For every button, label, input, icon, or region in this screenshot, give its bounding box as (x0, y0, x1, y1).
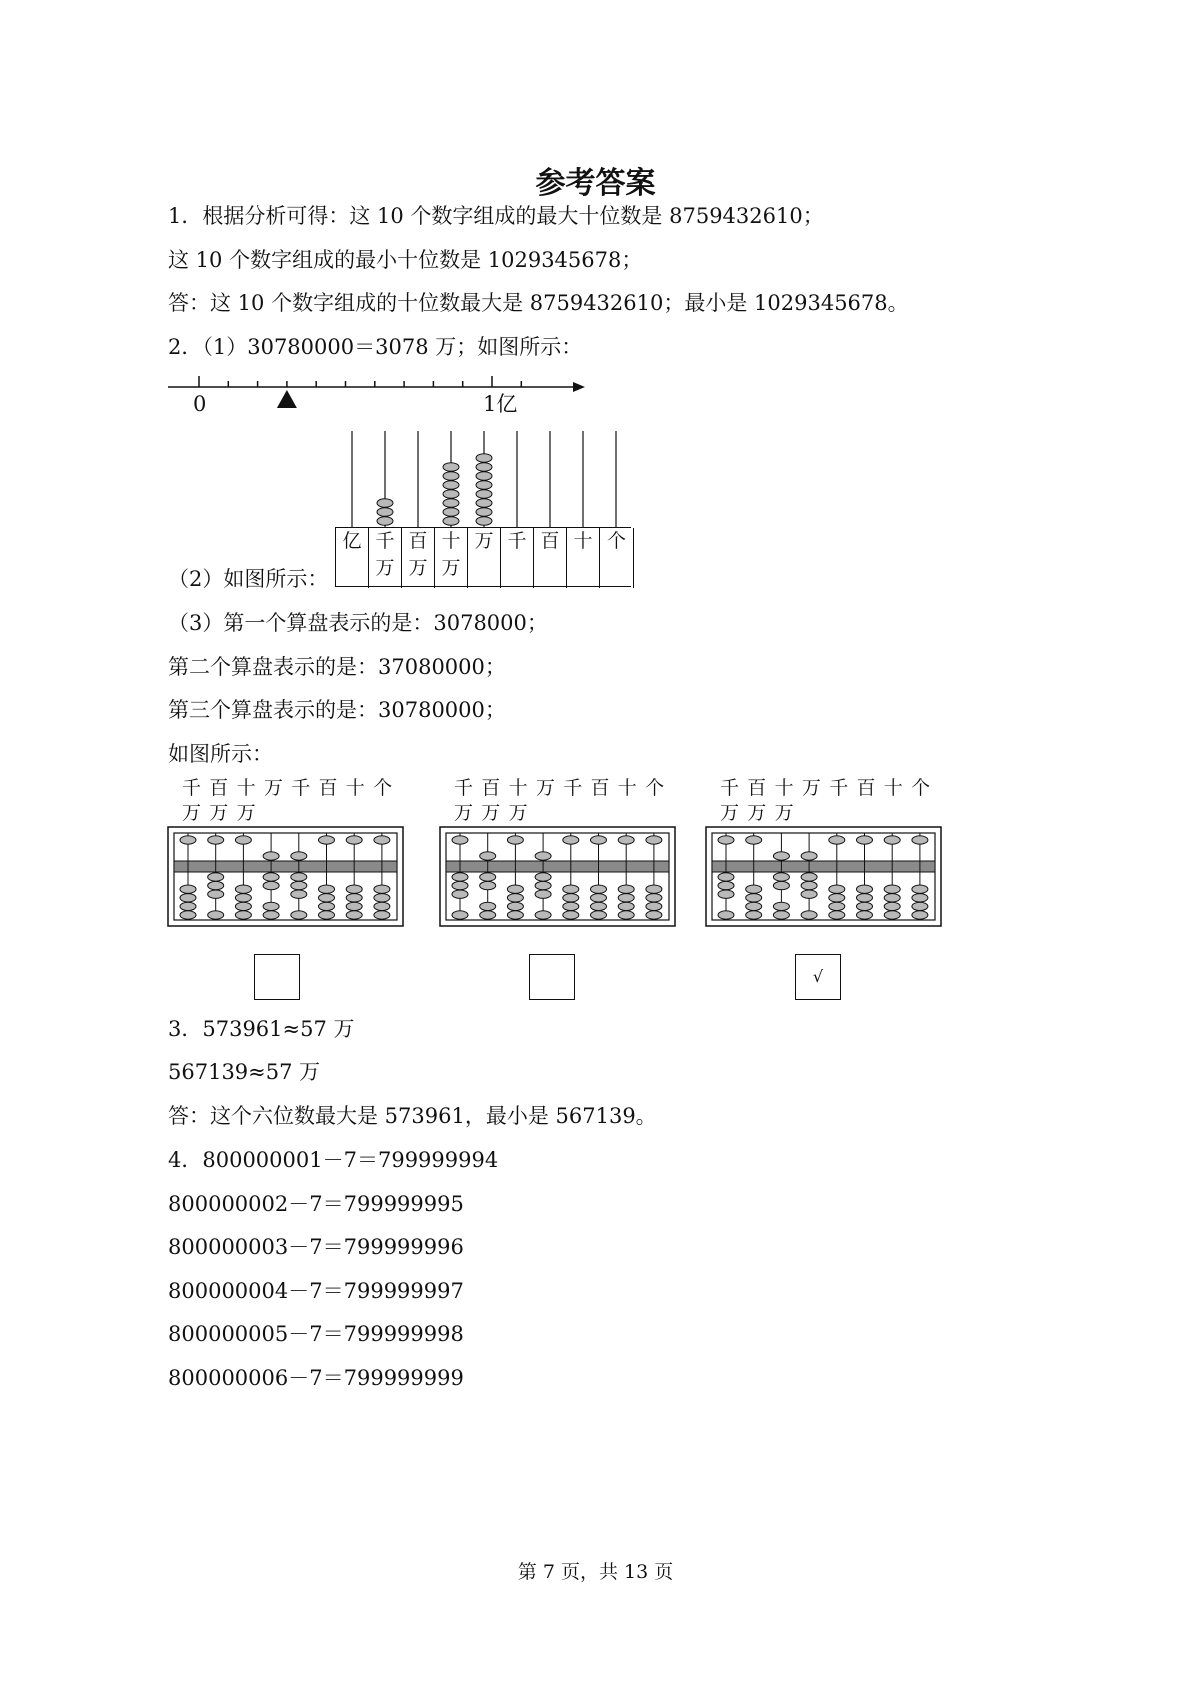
abacus-bead (374, 836, 390, 844)
abacus-bead (773, 881, 789, 889)
abacus-bead (319, 885, 335, 893)
abacus-bead (374, 911, 390, 919)
abacus-place-label: 百 (209, 777, 229, 799)
abacus-bead (346, 836, 362, 844)
abacus-bead (374, 894, 390, 902)
abacus-place-label: 十 (883, 777, 903, 799)
abacus-bead (291, 911, 307, 919)
abacus-bead (452, 836, 468, 844)
abacus-place-label: 百 (590, 777, 610, 799)
abacus-bead (746, 902, 762, 910)
abacus-place-label: 万 (263, 777, 283, 799)
abacus-bead (591, 836, 607, 844)
abacus-place-sublabel: 万 (508, 802, 528, 824)
abacus-bead (829, 894, 845, 902)
abacus-place-label: 十 (774, 777, 794, 799)
abacus-place-label: 十 (236, 777, 256, 799)
abacus-place-label: 千 (291, 777, 311, 799)
abacus-bead (263, 881, 279, 889)
abacus-bead (563, 902, 579, 910)
abacus-place-label: 万 (801, 777, 821, 799)
q2-part2: （2）如图所示： (168, 567, 329, 591)
abacus-bead (801, 911, 817, 919)
place-value-label: 十 (441, 530, 461, 552)
abacus-bead (857, 894, 873, 902)
abacus-place-label: 千 (454, 777, 474, 799)
abacus-bead (319, 902, 335, 910)
abacus-place-label: 个 (645, 777, 665, 799)
abacus-bead (291, 852, 307, 860)
number-line-start-label: 0 (193, 392, 207, 416)
abacus-bead (563, 894, 579, 902)
abacus-outer-frame (706, 827, 941, 926)
abacus-bead (507, 894, 523, 902)
abacus-bead (773, 873, 789, 881)
abacus-bead (208, 836, 224, 844)
abacus-bead (263, 902, 279, 910)
abacus-bead (291, 890, 307, 898)
abacus-place-label: 个 (911, 777, 931, 799)
abacus-place-label: 百 (856, 777, 876, 799)
abacus-beam (712, 861, 935, 872)
abacus-bead (912, 885, 928, 893)
abacus-bead (507, 902, 523, 910)
place-value-label: 万 (474, 530, 494, 552)
abacus-bead (857, 902, 873, 910)
abacus-place-label: 万 (535, 777, 555, 799)
abacus-bead (208, 911, 224, 919)
abacus-place-label: 十 (508, 777, 528, 799)
abacus-place-label: 个 (373, 777, 393, 799)
abacus-outer-frame (168, 827, 403, 926)
abacus-place-sublabel: 万 (774, 802, 794, 824)
place-value-label: 个 (606, 530, 626, 552)
abacus-bead (829, 902, 845, 910)
abacus-place-label: 千 (563, 777, 583, 799)
abacus-bead (618, 836, 634, 844)
abacus-bead (829, 836, 845, 844)
abacus-bead (235, 894, 251, 902)
abacus-place-sublabel: 万 (209, 802, 229, 824)
abacus-bead (263, 873, 279, 881)
abacus-bead (801, 881, 817, 889)
abacus-bead (319, 836, 335, 844)
abacus-bead (884, 894, 900, 902)
abacus-bead (535, 873, 551, 881)
q1-line-b: 这 10 个数字组成的最小十位数是 1029345678； (168, 248, 643, 272)
abacus-bead (180, 911, 196, 919)
abacus-bead (884, 836, 900, 844)
abacus-bead (480, 852, 496, 860)
abacus-bead (507, 911, 523, 919)
abacus-bead (480, 881, 496, 889)
abacus-beam (174, 861, 397, 872)
abacus-bead (829, 885, 845, 893)
abacus-bead (374, 902, 390, 910)
abacus-bead (452, 911, 468, 919)
abacus-bead (263, 911, 279, 919)
q1-line-a: 1．根据分析可得：这 10 个数字组成的最大十位数是 8759432610； (168, 204, 824, 228)
place-value-sublabel: 万 (408, 557, 428, 579)
place-value-label: 亿 (342, 530, 362, 552)
abacus-place-sublabel: 万 (454, 802, 474, 824)
abacus-bead (208, 881, 224, 889)
abacus-bead (718, 881, 734, 889)
abacus-bead (563, 836, 579, 844)
abacus-place-label: 千 (720, 777, 740, 799)
q3-line-a: 3．573961≈57 万 (168, 1017, 355, 1041)
abacus-bead (829, 911, 845, 919)
abacus-bead (452, 881, 468, 889)
number-line-end-label: 1亿 (483, 392, 518, 416)
abacus-bead (801, 873, 817, 881)
abacus-bead (912, 836, 928, 844)
place-value-label: 百 (540, 530, 560, 552)
abacus-place-label: 百 (318, 777, 338, 799)
abacus-bead (646, 894, 662, 902)
abacus-place-label: 十 (617, 777, 637, 799)
abacus-bead (746, 894, 762, 902)
abacus-bead (618, 894, 634, 902)
abacus-bead (591, 911, 607, 919)
abacus-bead (884, 911, 900, 919)
abacus-bead (718, 873, 734, 881)
abacus-bead (235, 836, 251, 844)
q4-line: 800000006－7＝799999999 (168, 1366, 464, 1390)
abacus-bead (263, 852, 279, 860)
abacus-answer-checkbox[interactable]: √ (795, 954, 841, 1000)
abacus-bead (746, 885, 762, 893)
abacus-bead (346, 885, 362, 893)
q2-part3-line-d: 如图所示： (168, 742, 273, 766)
q4-line: 800000002－7＝799999995 (168, 1192, 464, 1216)
abacus-bead (618, 885, 634, 893)
abacus-bead (746, 911, 762, 919)
abacus-bead (801, 890, 817, 898)
place-value-sublabel: 万 (375, 557, 395, 579)
abacus-bead (480, 873, 496, 881)
abacus-bead (718, 911, 734, 919)
q2-part3-line-c: 第三个算盘表示的是：30780000； (168, 698, 506, 722)
q4-line: 800000004－7＝799999997 (168, 1279, 464, 1303)
abacus-bead (180, 885, 196, 893)
abacus-bead (452, 873, 468, 881)
page-title: 参考答案 (535, 166, 656, 201)
abacus-bead (563, 885, 579, 893)
abacus-bead (346, 894, 362, 902)
q2-part1: 2．（1）30780000＝3078 万；如图所示： (168, 335, 583, 359)
abacus-place-label: 百 (747, 777, 767, 799)
q3-answer: 答：这个六位数最大是 573961，最小是 567139。 (168, 1104, 657, 1128)
abacus-bead (591, 885, 607, 893)
abacus-bead (646, 885, 662, 893)
abacus-bead (480, 902, 496, 910)
q2-part3-line-b: 第二个算盘表示的是：37080000； (168, 655, 506, 679)
abacus-bead (291, 881, 307, 889)
abacus-place-sublabel: 万 (720, 802, 740, 824)
abacus-bead (646, 911, 662, 919)
abacus-beam (446, 861, 669, 872)
abacus-bead (773, 852, 789, 860)
place-value-label: 千 (507, 530, 527, 552)
abacus-place-label: 百 (481, 777, 501, 799)
abacus-bead (563, 911, 579, 919)
abacus-bead (912, 894, 928, 902)
abacus-bead (180, 894, 196, 902)
abacus-bead (535, 881, 551, 889)
q1-answer: 答：这 10 个数字组成的十位数最大是 8759432610；最小是 1029345678。 (168, 291, 909, 315)
abacus-place-label: 千 (182, 777, 202, 799)
abacus-place-sublabel: 万 (182, 802, 202, 824)
abacus-bead (618, 902, 634, 910)
abacus-bead (912, 902, 928, 910)
abacus-bead (535, 911, 551, 919)
abacus-bead (180, 902, 196, 910)
abacus-bead (180, 836, 196, 844)
place-value-sublabel: 万 (441, 557, 461, 579)
place-value-label: 十 (573, 530, 593, 552)
abacus-bead (235, 911, 251, 919)
abacus-bead (646, 836, 662, 844)
abacus-bead (535, 890, 551, 898)
abacus-bead (319, 894, 335, 902)
abacus-place-sublabel: 万 (747, 802, 767, 824)
abacus-bead (374, 885, 390, 893)
q3-line-b: 567139≈57 万 (168, 1060, 321, 1084)
page-footer: 第 7 页，共 13 页 (517, 1561, 674, 1583)
abacus-bead (346, 902, 362, 910)
abacus-bead (507, 836, 523, 844)
abacus-bead (591, 894, 607, 902)
q4-line: 4．800000001－7＝799999994 (168, 1148, 499, 1172)
abacus-bead (319, 911, 335, 919)
abacus-bead (801, 852, 817, 860)
abacus-bead (912, 911, 928, 919)
place-value-label: 百 (408, 530, 428, 552)
abacus-bead (857, 911, 873, 919)
abacus-bead (646, 902, 662, 910)
abacus-place-label: 千 (829, 777, 849, 799)
abacus-bead (452, 890, 468, 898)
abacus-bead (346, 911, 362, 919)
abacus-bead (773, 902, 789, 910)
abacus-bead (480, 911, 496, 919)
abacus-bead (507, 885, 523, 893)
abacus-bead (208, 890, 224, 898)
abacus-bead (857, 836, 873, 844)
abacus-bead (235, 885, 251, 893)
abacus-bead (773, 911, 789, 919)
abacus-place-sublabel: 万 (236, 802, 256, 824)
q4-line: 800000005－7＝799999998 (168, 1322, 464, 1346)
abacus-bead (591, 902, 607, 910)
abacus-bead (235, 902, 251, 910)
abacus-bead (291, 873, 307, 881)
abacus-bead (857, 885, 873, 893)
abacus-bead (746, 836, 762, 844)
abacus-place-sublabel: 万 (481, 802, 501, 824)
abacus-bead (884, 885, 900, 893)
abacus-bead (884, 902, 900, 910)
abacus-outer-frame (440, 827, 675, 926)
abacus-bead (718, 890, 734, 898)
abacus-bead (718, 836, 734, 844)
abacus-bead (208, 873, 224, 881)
q4-line: 800000003－7＝799999996 (168, 1235, 464, 1259)
abacus-bead (535, 852, 551, 860)
abacus-place-label: 十 (345, 777, 365, 799)
place-value-label: 千 (375, 530, 395, 552)
q2-part3-line-a: （3）第一个算盘表示的是：3078000； (168, 611, 548, 635)
abacus-bead (618, 911, 634, 919)
